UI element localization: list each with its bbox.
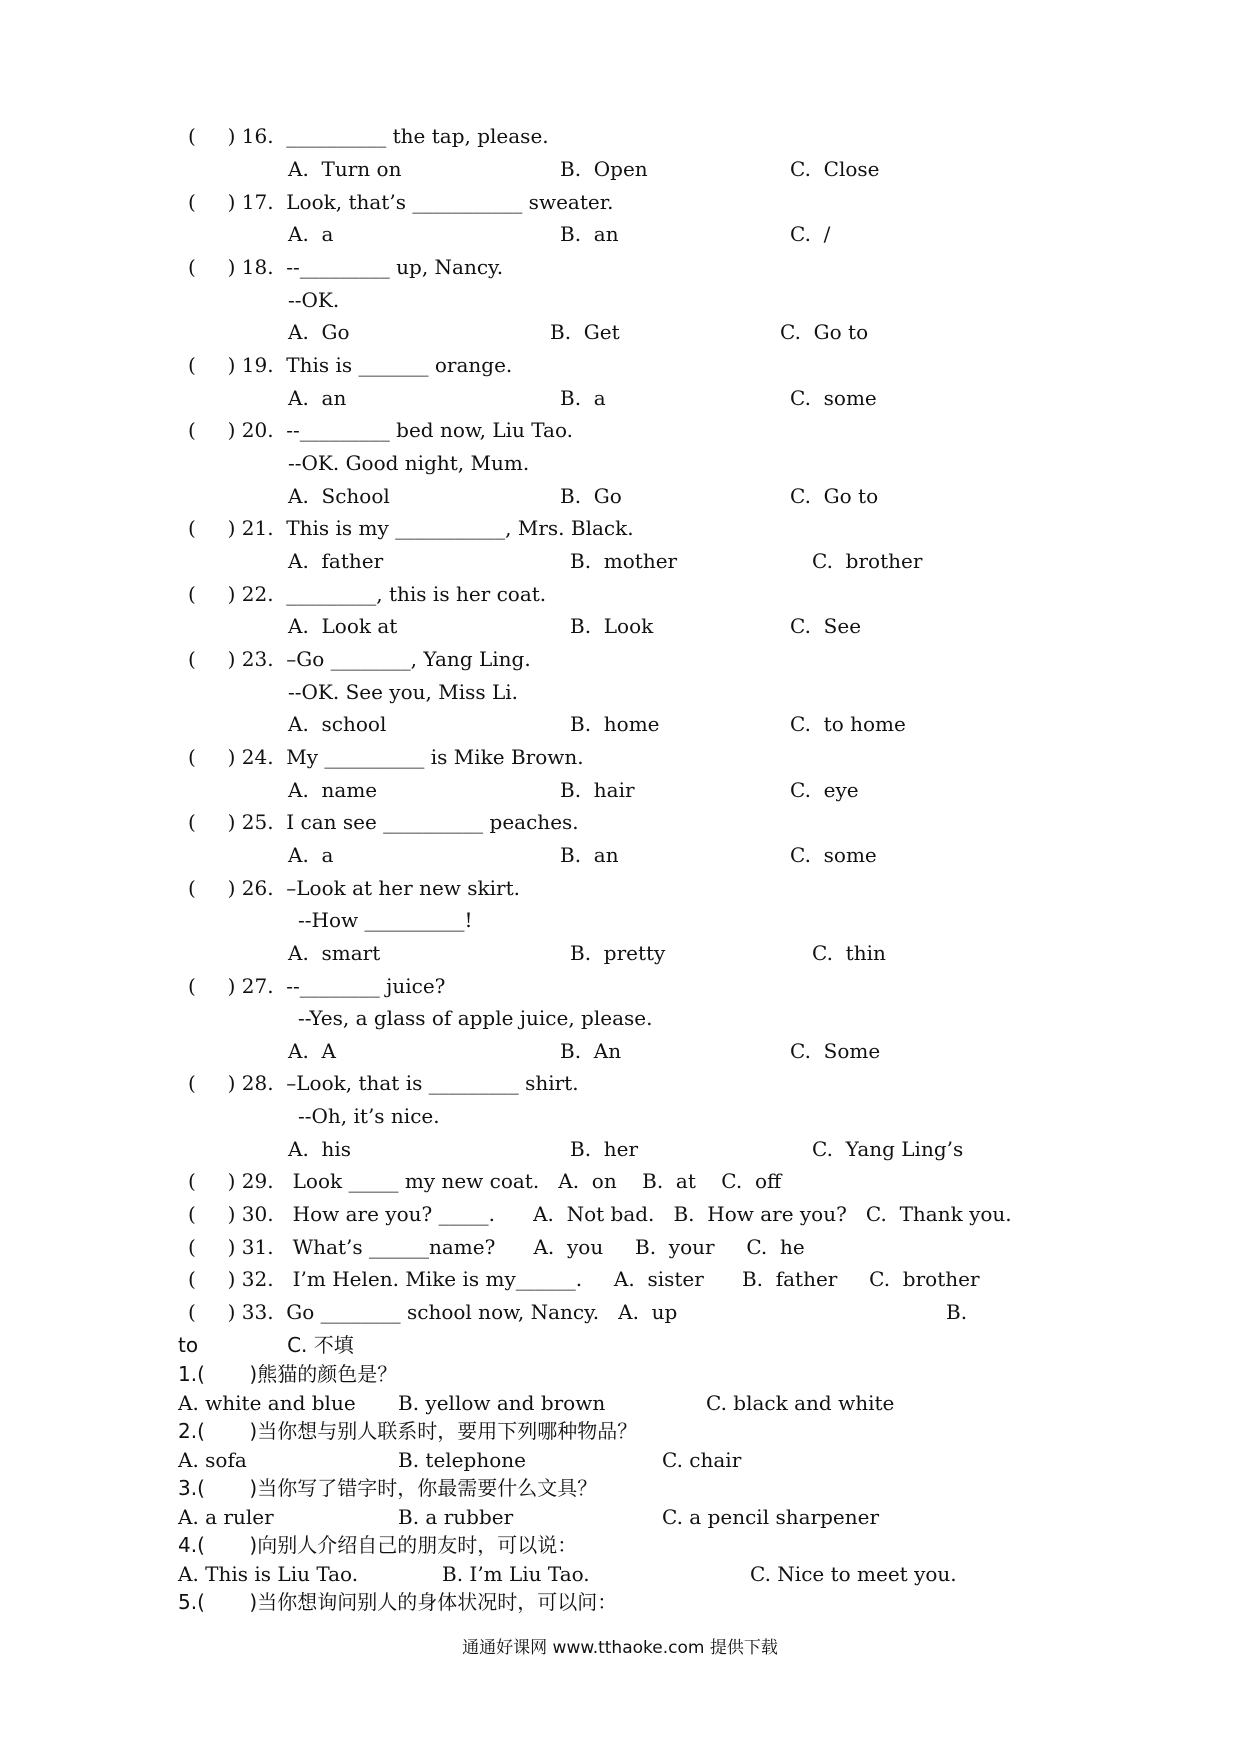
option-c: C. See: [790, 614, 862, 638]
option-b: B. a: [560, 386, 606, 410]
question-26-stem: ( ) 26. –Look at her new skirt.: [188, 876, 520, 900]
option-c: C. some: [790, 843, 877, 867]
s2-question-3-stem: 3.( )当你写了错字时，你最需要什么文具？: [178, 1476, 598, 1500]
option-c: C. Go to: [780, 320, 869, 344]
option-a: A. Turn on: [288, 157, 402, 181]
question-18-reply: --OK.: [288, 288, 340, 312]
question-29: ( ) 29. Look _____ my new coat. A. on B. at C. off: [188, 1169, 782, 1193]
page-footer: 通通好课网 www.tthaoke.com 提供下载: [462, 1638, 778, 1658]
option-a: A. sofa: [178, 1448, 247, 1472]
question-19-stem: ( ) 19. This is _______ orange.: [188, 353, 513, 377]
option-b: B. pretty: [570, 941, 666, 965]
option-c: C. to home: [790, 712, 906, 736]
option-b: B. Get: [550, 320, 620, 344]
question-32: ( ) 32. I’m Helen. Mike is my______. A. sister B. father C. brother: [188, 1267, 980, 1291]
option-c: C. Nice to meet you.: [750, 1562, 957, 1586]
option-c: C. brother: [812, 549, 923, 573]
option-b: B. Go: [560, 484, 622, 508]
question-33-option-b: B.: [946, 1300, 968, 1324]
question-16-stem: ( ) 16. __________ the tap, please.: [188, 124, 549, 148]
option-a: A. A: [288, 1039, 336, 1063]
question-33-wrap: to C. 不填: [178, 1333, 354, 1357]
option-b: B. telephone: [398, 1448, 526, 1472]
question-17-stem: ( ) 17. Look, that’s ___________ sweater.: [188, 190, 614, 214]
option-c: C. a pencil sharpener: [662, 1505, 880, 1529]
s2-question-1-stem: 1.( )熊猫的颜色是？: [178, 1362, 398, 1386]
option-a: A. father: [288, 549, 384, 573]
question-31: ( ) 31. What’s ______name? A. you B. your C. he: [188, 1235, 805, 1259]
option-b: B. An: [560, 1039, 622, 1063]
option-c: C. black and white: [706, 1391, 895, 1415]
option-b: B. Look: [570, 614, 654, 638]
question-24-stem: ( ) 24. My __________ is Mike Brown.: [188, 745, 584, 769]
option-c: C. thin: [812, 941, 886, 965]
option-c: C. some: [790, 386, 877, 410]
question-26-reply: --How __________!: [298, 908, 473, 932]
question-20-stem: ( ) 20. --_________ bed now, Liu Tao.: [188, 418, 573, 442]
option-a: A. smart: [288, 941, 381, 965]
option-c: C. Some: [790, 1039, 881, 1063]
question-25-stem: ( ) 25. I can see __________ peaches.: [188, 810, 579, 834]
option-c: C. Yang Ling’s: [812, 1137, 964, 1161]
option-c: C. /: [790, 222, 831, 246]
option-a: A. an: [288, 386, 347, 410]
option-b: B. I’m Liu Tao.: [442, 1562, 590, 1586]
question-27-reply: --Yes, a glass of apple juice, please.: [298, 1006, 653, 1030]
s2-question-4-stem: 4.( )向别人介绍自己的朋友时，可以说：: [178, 1533, 578, 1557]
option-a: A. a: [288, 843, 334, 867]
option-a: A. white and blue: [178, 1391, 356, 1415]
option-a: A. name: [288, 778, 378, 802]
option-a: A. Look at: [288, 614, 398, 638]
option-b: B. Open: [560, 157, 648, 181]
s2-question-2-stem: 2.( )当你想与别人联系时，要用下列哪种物品？: [178, 1419, 638, 1443]
option-c: C. eye: [790, 778, 859, 802]
option-c: C. Close: [790, 157, 880, 181]
option-a: A. School: [288, 484, 390, 508]
option-a: A. a: [288, 222, 334, 246]
option-b: B. mother: [570, 549, 678, 573]
option-b: B. an: [560, 843, 619, 867]
option-b: B. her: [570, 1137, 639, 1161]
question-23-stem: ( ) 23. –Go ________, Yang Ling.: [188, 647, 531, 671]
question-21-stem: ( ) 21. This is my ___________, Mrs. Black.: [188, 516, 634, 540]
question-30: ( ) 30. How are you? _____. A. Not bad. B. How are you? C. Thank you.: [188, 1202, 1012, 1226]
option-a: A. This is Liu Tao.: [178, 1562, 359, 1586]
option-b: B. a rubber: [398, 1505, 514, 1529]
question-28-stem: ( ) 28. –Look, that is _________ shirt.: [188, 1071, 579, 1095]
question-28-reply: --Oh, it’s nice.: [298, 1104, 440, 1128]
option-c: C. Go to: [790, 484, 879, 508]
question-23-reply: --OK. See you, Miss Li.: [288, 680, 519, 704]
question-27-stem: ( ) 27. --________ juice?: [188, 974, 446, 998]
option-a: A. his: [288, 1137, 352, 1161]
question-33: ( ) 33. Go ________ school now, Nancy. A. up: [188, 1300, 678, 1324]
question-20-reply: --OK. Good night, Mum.: [288, 451, 530, 475]
option-b: B. yellow and brown: [398, 1391, 606, 1415]
s2-question-5-stem: 5.( )当你想询问别人的身体状况时，可以问：: [178, 1590, 618, 1614]
option-b: B. an: [560, 222, 619, 246]
option-a: A. school: [288, 712, 387, 736]
question-22-stem: ( ) 22. _________, this is her coat.: [188, 582, 547, 606]
option-b: B. home: [570, 712, 660, 736]
option-b: B. hair: [560, 778, 635, 802]
option-c: C. chair: [662, 1448, 742, 1472]
question-18-stem: ( ) 18. --_________ up, Nancy.: [188, 255, 504, 279]
option-a: A. Go: [288, 320, 350, 344]
option-a: A. a ruler: [178, 1505, 274, 1529]
